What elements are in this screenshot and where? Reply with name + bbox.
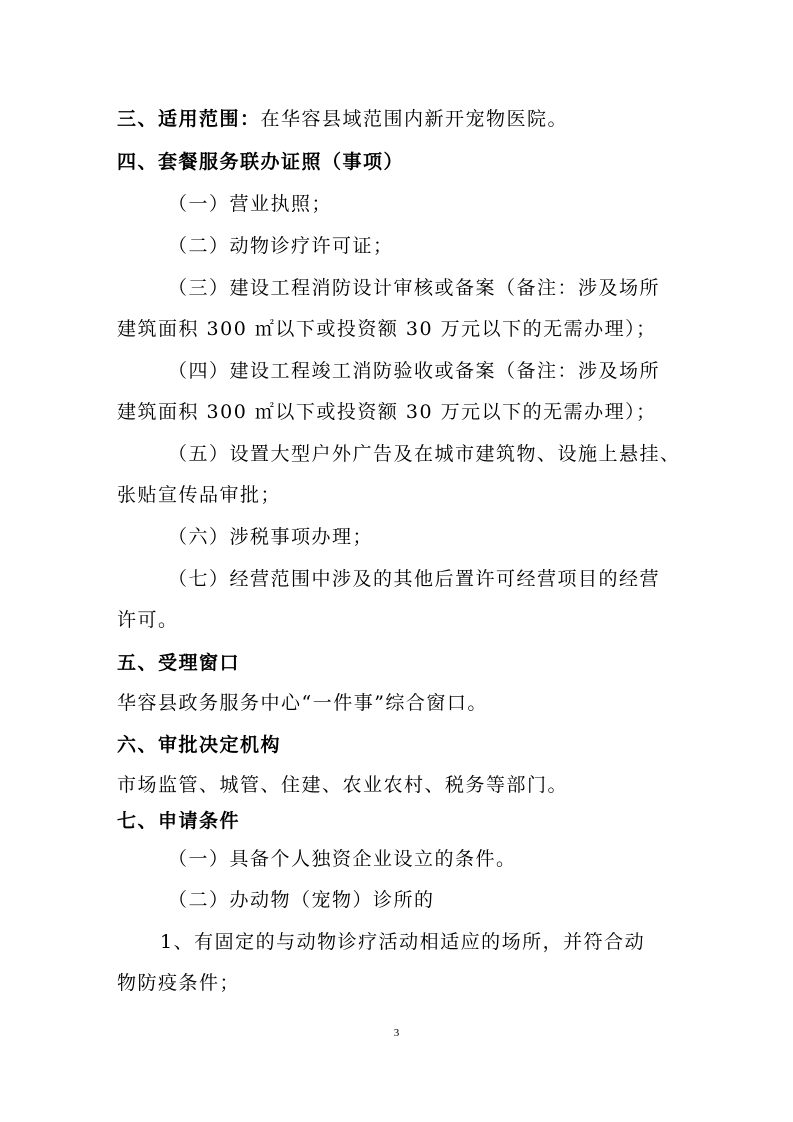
conditions-subitem-1: 1、有固定的与动物诊疗活动相适应的场所，并符合动 xyxy=(160,931,646,953)
package-item-4-cont: 建筑面积 300 ㎡以下或投资额 30 万元以下的无需办理）； xyxy=(117,401,657,423)
package-item-6: （六）涉税事项办理； xyxy=(168,526,374,548)
package-item-5-cont: 张贴宣传品审批； xyxy=(117,484,282,506)
page-number: 3 xyxy=(393,1027,400,1039)
scope-text: 在华容县域范围内新开宠物医院。 xyxy=(260,108,569,130)
package-item-2: （二）动物诊疗许可证； xyxy=(168,235,394,257)
package-item-4: （四）建设工程竣工消防验收或备案（备注：涉及场所 xyxy=(168,360,661,382)
package-item-7-cont: 许可。 xyxy=(117,609,179,631)
authority-heading: 六、审批决定机构 xyxy=(117,734,282,756)
package-heading: 四、套餐服务联办证照（事项） xyxy=(117,151,405,173)
conditions-subitem-1-cont: 物防疫条件； xyxy=(117,972,241,994)
package-item-7: （七）经营范围中涉及的其他后置许可经营项目的经营 xyxy=(168,568,661,590)
window-heading: 五、受理窗口 xyxy=(117,652,241,674)
conditions-heading: 七、申请条件 xyxy=(117,810,241,832)
package-item-1: （一）营业执照； xyxy=(168,193,333,215)
conditions-item-2: （二）办动物（宠物）诊所的 xyxy=(168,889,435,911)
scope-line xyxy=(117,106,568,132)
package-item-3: （三）建设工程消防设计审核或备案（备注：涉及场所 xyxy=(168,277,661,299)
authority-text: 市场监管、城管、住建、农业农村、税务等部门。 xyxy=(117,774,569,796)
package-item-5: （五）设置大型户外广告及在城市建筑物、设施上悬挂、 xyxy=(168,443,681,465)
window-text: 华容县政务服务中心“一件事”综合窗口。 xyxy=(117,692,488,714)
package-item-3-cont: 建筑面积 300 ㎡以下或投资额 30 万元以下的无需办理）； xyxy=(117,318,657,340)
scope-heading: 三、适用范围： xyxy=(117,108,261,130)
conditions-item-1: （一）具备个人独资企业设立的条件。 xyxy=(168,848,517,870)
